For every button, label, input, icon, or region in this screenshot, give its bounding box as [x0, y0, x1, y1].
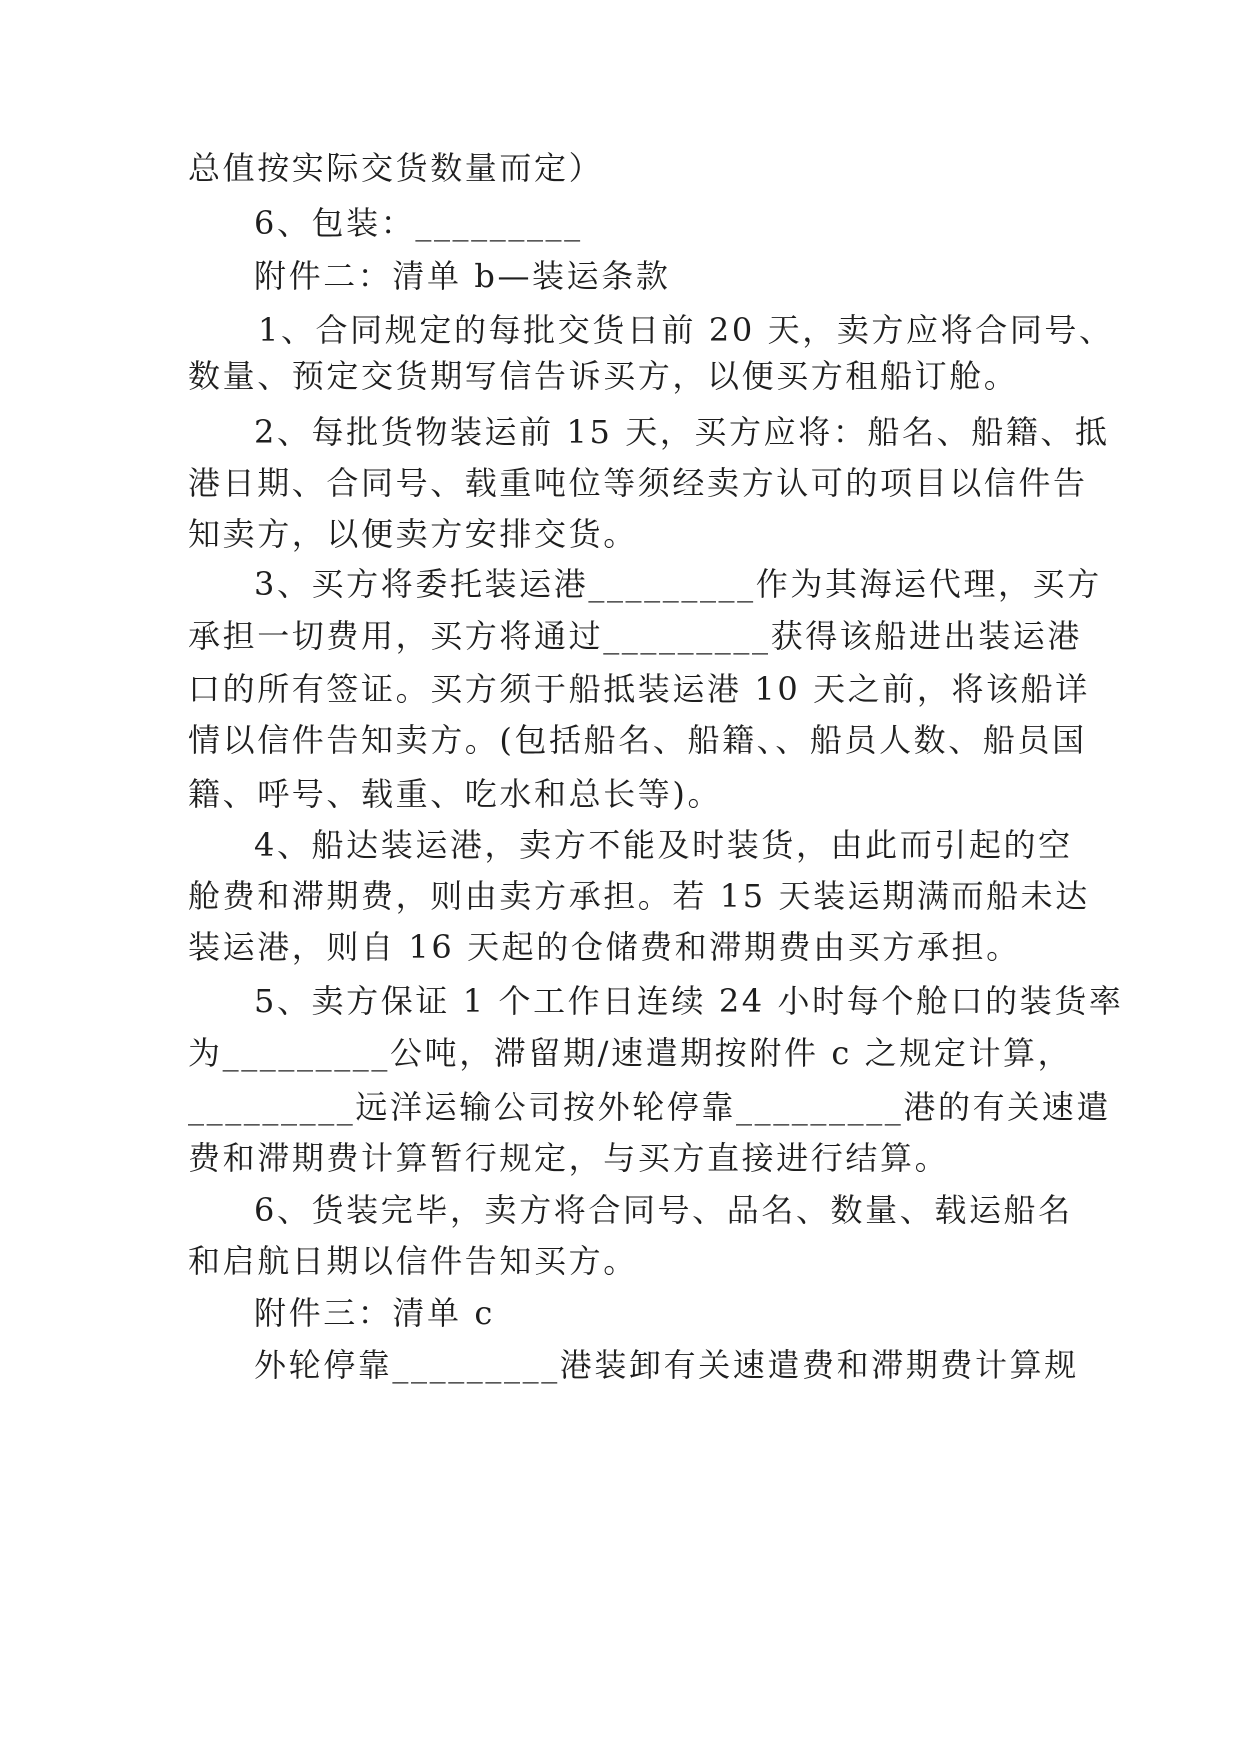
text-line: 舱费和滞期费，则由卖方承担。若 15 天装运期满而船未达	[188, 877, 1090, 915]
text-line: 1、合同规定的每批交货日前 20 天，卖方应将合同号、	[258, 311, 1114, 349]
section-heading: 附件二：清单 b—装运条款	[254, 257, 671, 295]
text-line: 口的所有签证。买方须于船抵装运港 10 天之前，将该船详	[188, 670, 1090, 708]
text-line: 知卖方，以便卖方安排交货。	[188, 515, 638, 553]
text-line: 外轮停靠_________港装卸有关速遣费和滞期费计算规	[254, 1346, 1079, 1384]
text-line: 籍、呼号、载重、吃水和总长等)。	[188, 775, 723, 813]
text-line: 为_________公吨，滞留期/速遣期按附件 c 之规定计算，	[188, 1034, 1073, 1072]
text-line: 4、船达装运港，卖方不能及时装货，由此而引起的空	[254, 826, 1073, 864]
text-line: 数量、预定交货期写信告诉买方，以便买方租船订舱。	[188, 357, 1019, 395]
text-line: 总值按实际交货数量而定）	[188, 149, 604, 187]
text-line: 港日期、合同号、载重吨位等须经卖方认可的项目以信件告	[188, 464, 1088, 502]
text-line: 和启航日期以信件告知买方。	[188, 1242, 638, 1280]
text-line: 装运港，则自 16 天起的仓储费和滞期费由买方承担。	[188, 928, 1021, 966]
text-line: 3、买方将委托装运港_________作为其海运代理，买方	[254, 565, 1102, 603]
text-line: 5、卖方保证 1 个工作日连续 24 小时每个舱口的装货率	[254, 982, 1124, 1020]
text-line: 2、每批货物装运前 15 天，买方应将：船名、船籍、抵	[254, 413, 1110, 451]
text-line: 费和滞期费计算暂行规定，与买方直接进行结算。	[188, 1139, 950, 1177]
section-heading: 附件三：清单 c	[254, 1294, 495, 1332]
text-line: _________远洋运输公司按外轮停靠_________港的有关速遣	[188, 1088, 1112, 1126]
text-line: 承担一切费用，买方将通过_________获得该船进出装运港	[188, 617, 1083, 655]
text-line: 6、包装：_________	[254, 204, 583, 242]
text-line: 6、货装完毕，卖方将合同号、品名、数量、载运船名	[254, 1191, 1073, 1229]
text-line: 情以信件告知卖方。(包括船名、船籍、、船员人数、船员国	[188, 721, 1087, 759]
